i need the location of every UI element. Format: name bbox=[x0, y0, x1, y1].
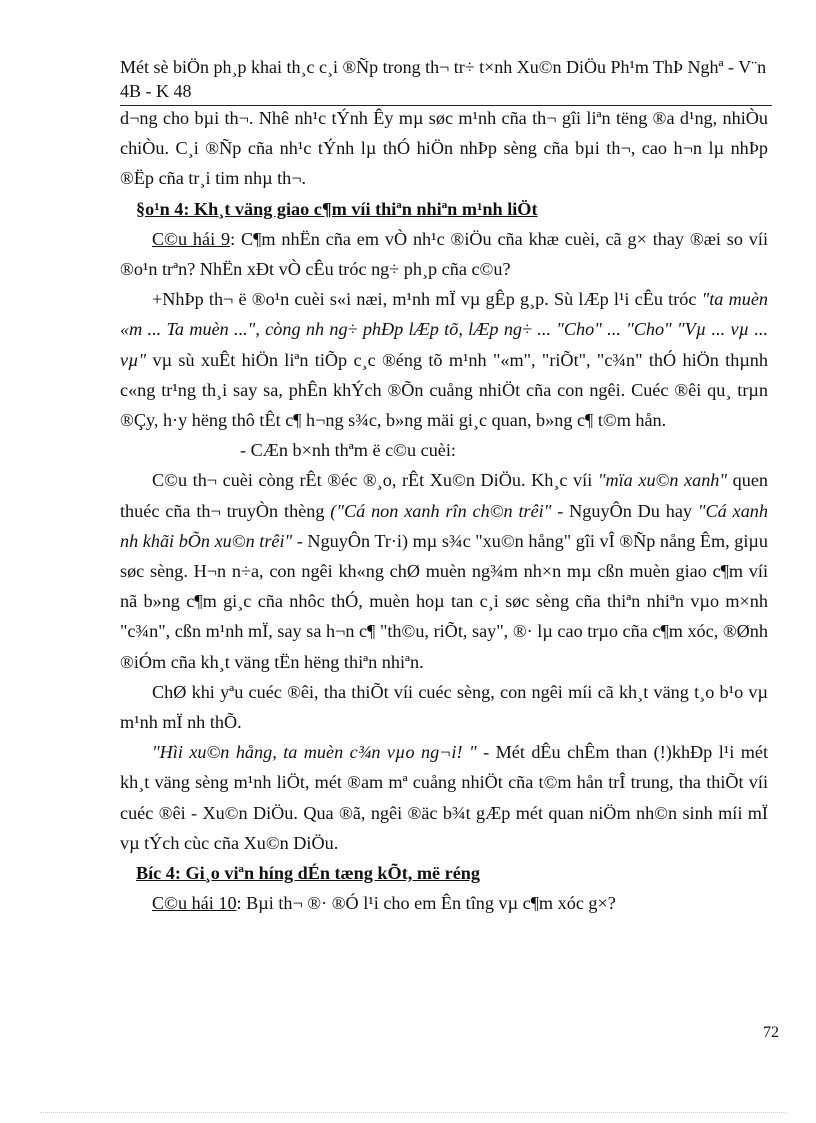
paragraph-7-quote: "Hìi xu©n hång, ta muèn c¾n vµo ng¬i! " bbox=[152, 742, 477, 763]
question-10-label: C©u hái 10 bbox=[152, 893, 237, 914]
paragraph-5-quote-1: "mïa xu©n xanh" bbox=[597, 470, 728, 491]
paragraph-3-quote: "ta muèn «m ... Ta muèn ...", còng nh ng÷ phÐp lÆp tõ, lÆp ng÷ ... "Cho" ... "Cho" "Vµ ... vµ ... vµ" bbox=[120, 289, 768, 370]
paragraph-5-quote-3: "Cá xanh nh khãi bÕn xu©n trêi" bbox=[120, 500, 768, 551]
page-bottom-rule bbox=[40, 1112, 786, 1113]
section-heading-buoc-4: Bíc 4: Gi¸o viªn híng dÉn tæng kÕt, më réng bbox=[136, 863, 480, 884]
page-number: 72 bbox=[763, 1024, 779, 1041]
paragraph-5-part-c: quen thuéc cña th¬ truyÒn thèng bbox=[120, 470, 768, 521]
paragraph-5-part-e: - NguyÔn Du hay bbox=[551, 500, 698, 521]
paragraph-5-part-g: - NguyÔn Tr·i) mµ s¾c "xu©n hång" gîi vÎ ®Ñp nång Êm, giµu søc sèng. H¬n n÷a, con ngêi kh«ng chØ muèn ng¾m nh×n mµ cßn muèn giao c¶m víi nã b»ng c¶m gi¸c cña nhôc thÓ, muèn hoµ tan c¸i søc sèng cña thiªn nhiªn vµo m×nh "c¾n", cßn m¹nh mÏ, say sa h¬n c¶ "th©u, riÕt, say", ®· lµ cao trµo cña c¶m xóc, ®Ønh ®iÓm cña kh¸t väng tËn hëng thiªn nhiªn. bbox=[120, 530, 768, 672]
page-body bbox=[120, 103, 768, 918]
bullet-line: - CÆn b×nh thªm ë c©u cuèi: bbox=[240, 440, 456, 461]
question-9-text: : C¶m nhËn cña em vÒ nh¹c ®iÖu cña khæ cuèi, cã g× thay ®æi so víi ®o¹n trªn? NhËn xÐt vÒ cÊu tróc ng÷ ph¸p cña c©u? bbox=[120, 228, 768, 280]
paragraph-3 bbox=[120, 284, 768, 435]
question-10-text: : Bµi th¬ ®· ®Ó l¹i cho em Ên tîng vµ c¶m xóc g×? bbox=[236, 893, 616, 914]
paragraph-3-part-c: vµ sù xuÊt hiÖn liªn tiÕp c¸c ®éng tõ m¹nh "«m", "riÕt", "c¾n" thÓ hiÖn thµnh c«ng tr¹ng th¸i say sa, phÊn khÝch ®Õn cuång nhiÖt cña con ngêi. Cuéc ®êi qu¸ trµn ®Çy, h·y hëng thô tÊt c¶ h¬ng s¾c, b»ng mäi gi¸c quan, b»ng c¶ t©m hån. bbox=[120, 349, 768, 431]
paragraph-7-text: - Mét dÊu chÊm than (!)khÐp l¹i mét kh¸t väng sèng m¹nh liÖt, mét ®am mª cuång nhiÖt cña t©m hån trÎ trung, tha thiÕt víi cuéc ®êi - Xu©n DiÖu. Qua ®ã, ngêi ®äc b¾t gÆp mét quan niÖm nh©n sinh míi mÏ vµ tÝch cùc cña Xu©n DiÖu. bbox=[120, 742, 768, 853]
paragraph-5 bbox=[120, 465, 768, 676]
paragraph-7 bbox=[120, 737, 768, 858]
paragraph-5-quote-2: ("Cá non xanh rîn ch©n trêi" bbox=[330, 500, 552, 521]
paragraph-1: d¬ng cho bµi th¬. Nhê nh¹c tÝnh Êy mµ søc m¹nh cña th¬ gîi liªn tëng ®a d¹ng, nhiÒu chiÒu. C¸i ®Ñp cña nh¹c tÝnh lµ thÓ hiÖn nhÞp sèng cña bµi th¬, cao h¬n lµ nhÞp ®Ëp cña tr¸i tim nhµ th¬. bbox=[120, 108, 768, 189]
header-text: Mét sè biÖn ph¸p khai th¸c c¸i ®Ñp trong th¬ tr÷ t×nh Xu©n DiÖu Ph¹m ThÞ Nghª - V¨n 4B - K 48 bbox=[120, 57, 767, 101]
question-10 bbox=[120, 888, 768, 918]
question-9 bbox=[120, 224, 768, 284]
running-header bbox=[120, 55, 772, 106]
section-heading-doan-4: §o¹n 4: Kh¸t väng giao c¶m víi thiªn nhiªn m¹nh liÖt bbox=[136, 198, 538, 219]
paragraph-5-part-a: C©u th¬ cuèi còng rÊt ®éc ®¸o, rÊt Xu©n DiÖu. Kh¸c víi bbox=[152, 470, 598, 491]
paragraph-3-part-a: +NhÞp th¬ ë ®o¹n cuèi s«i næi, m¹nh mÏ vµ gÊp g¸p. Sù lÆp l¹i cÊu tróc bbox=[152, 289, 702, 310]
question-9-label: C©u hái 9 bbox=[152, 228, 231, 249]
paragraph-6: ChØ khi yªu cuéc ®êi, tha thiÕt víi cuéc sèng, con ngêi míi cã kh¸t väng t¸o b¹o vµ m¹nh mÏ nh thÕ. bbox=[120, 681, 768, 733]
